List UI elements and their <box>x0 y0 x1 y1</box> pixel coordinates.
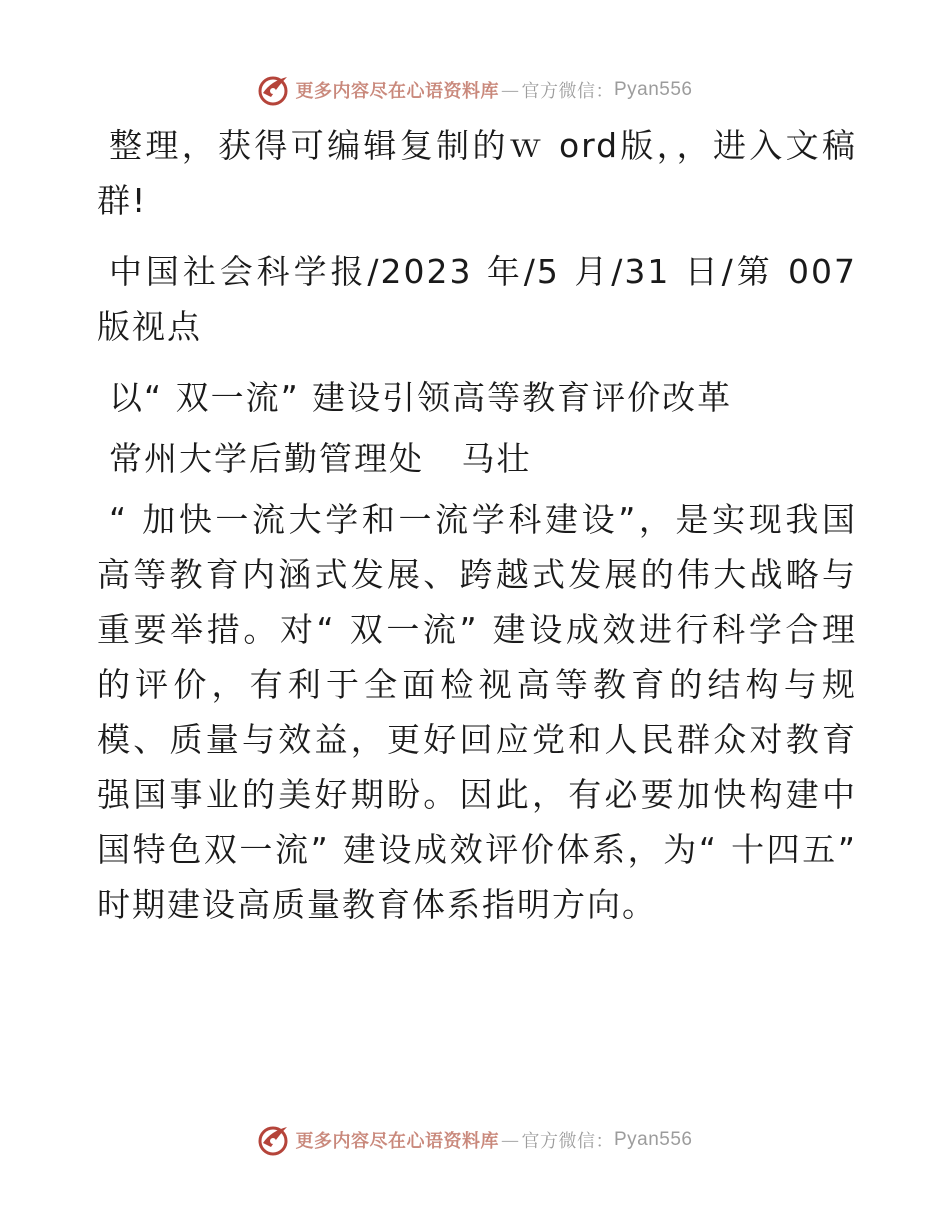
watermark-label: 官方微信： <box>521 1131 614 1152</box>
body-paragraph: “ 加快一流大学和一流学科建设”，是实现我国高等教育内涵式发展、跨越式发展的伟大战略与重要举措。对“ 双一流” 建设成效进行科学合理的评价，有利于全面检视高等教育的结构与规模、质量与效益，更好回应党和人民群众对教育强国事业的美好期盼。因此，有必要加快构建中国特色双一流” 建设成效评价体系，为“ 十四五” 时期建设高质量教育体系指明方向。 <box>97 500 857 924</box>
pen-nib-circle-icon <box>257 1123 291 1157</box>
footer-watermark <box>0 1122 950 1158</box>
lead-paragraph: 整理，获得可编辑复制的ｗ ord版，，进入文稿群! <box>97 126 857 220</box>
watermark-dash: — <box>500 79 520 101</box>
document-body <box>97 118 857 932</box>
source-line: 中国社会科学报/2023 年/5 月/31 日/第 007 版视点 <box>97 252 857 346</box>
watermark-label: 官方微信： <box>521 81 614 102</box>
watermark-wechat-id: Pyan556 <box>613 1129 693 1150</box>
pen-nib-circle-icon <box>257 73 291 107</box>
watermark-main-text: 更多内容尽在心语资料库 <box>295 1131 499 1152</box>
header-watermark <box>0 72 950 108</box>
watermark-dash: — <box>500 1129 520 1151</box>
article-title: 以“ 双一流” 建设引领高等教育评价改革 <box>109 378 733 417</box>
watermark-wechat-id: Pyan556 <box>613 79 693 100</box>
watermark-main-text: 更多内容尽在心语资料库 <box>295 81 499 102</box>
author-line: 常州大学后勤管理处 马壮 <box>109 439 532 478</box>
